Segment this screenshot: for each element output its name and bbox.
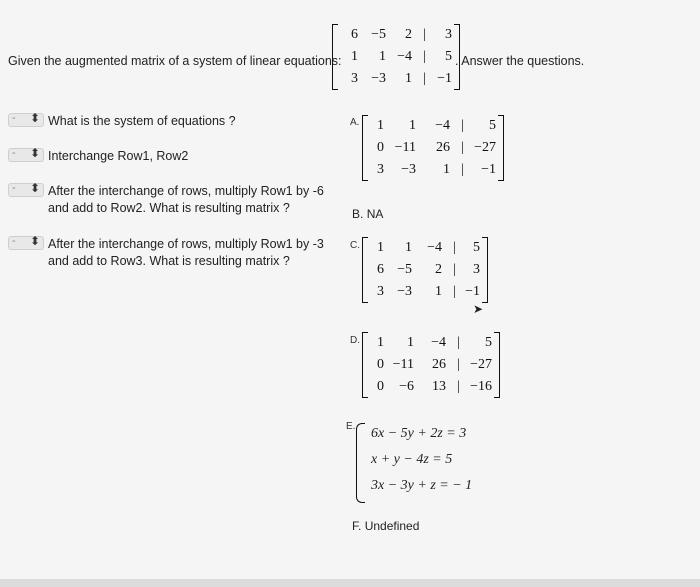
matrix-cell: 1 bbox=[435, 284, 442, 299]
matrix-cell: −1 bbox=[465, 284, 480, 299]
matrix-cell: 3 bbox=[377, 162, 384, 177]
matrix-cell: | bbox=[453, 240, 456, 255]
matrix-cell: 6 bbox=[377, 262, 384, 277]
matrix-cell: 1 bbox=[377, 240, 384, 255]
matrix-cell: −4 bbox=[397, 49, 412, 64]
question-2: Interchange Row1, Row2 bbox=[48, 149, 189, 163]
matrix-cell: 0 bbox=[377, 140, 384, 155]
matrix-cell: | bbox=[453, 284, 456, 299]
matrix-cell: −4 bbox=[431, 335, 446, 350]
matrix-cell: | bbox=[457, 357, 460, 372]
option-c-matrix bbox=[370, 237, 480, 303]
matrix-cell: 6 bbox=[351, 27, 358, 42]
matrix-cell: −1 bbox=[437, 71, 452, 86]
matrix-cell: 5 bbox=[445, 49, 452, 64]
option-b: B. NA bbox=[352, 207, 384, 221]
matrix-cell: −11 bbox=[392, 357, 414, 372]
updown-arrow-icon: ⬍ bbox=[29, 181, 40, 195]
matrix-cell: 3 bbox=[351, 71, 358, 86]
matrix-cell: | bbox=[423, 27, 426, 42]
option-e-eq-2: x + y − 4z = 5 bbox=[371, 452, 453, 467]
matrix-cell: 5 bbox=[473, 240, 480, 255]
matrix-cell: | bbox=[461, 140, 464, 155]
option-e-eq-3: 3x − 3y + z = − 1 bbox=[371, 478, 473, 493]
option-e-brace bbox=[356, 423, 365, 503]
given-matrix bbox=[340, 24, 452, 90]
matrix-cell: −3 bbox=[371, 71, 386, 86]
matrix-cell: 1 bbox=[377, 118, 384, 133]
matrix-cell: 1 bbox=[443, 162, 450, 177]
matrix-cell: | bbox=[423, 49, 426, 64]
matrix-cell: 26 bbox=[436, 140, 450, 155]
matrix-cell: 5 bbox=[489, 118, 496, 133]
matrix-cell: −4 bbox=[435, 118, 450, 133]
matrix-cell: 1 bbox=[409, 118, 416, 133]
option-d-matrix bbox=[370, 332, 492, 398]
matrix-cell: 5 bbox=[485, 335, 492, 350]
matrix-cell: 1 bbox=[405, 71, 412, 86]
bottom-bar bbox=[0, 579, 700, 587]
matrix-cell: 1 bbox=[377, 335, 384, 350]
matrix-cell: −27 bbox=[470, 357, 492, 372]
matrix-cell: 1 bbox=[351, 49, 358, 64]
cursor-pointer-icon: ➤ bbox=[473, 302, 484, 316]
option-e-label: E. bbox=[346, 421, 356, 432]
matrix-cell: −16 bbox=[470, 379, 492, 394]
answer-select-3[interactable]: - ⬍ bbox=[8, 183, 44, 197]
matrix-cell: −3 bbox=[397, 284, 412, 299]
matrix-cell: 3 bbox=[377, 284, 384, 299]
matrix-cell: −5 bbox=[371, 27, 386, 42]
option-d-label: D. bbox=[350, 335, 360, 346]
question-1: What is the system of equations ? bbox=[48, 114, 236, 128]
matrix-cell: | bbox=[453, 262, 456, 277]
matrix-cell: −6 bbox=[399, 379, 414, 394]
matrix-cell: | bbox=[457, 335, 460, 350]
question-3: After the interchange of rows, multiply Row1 by -6 and add to Row2. What is resulting matrix ? bbox=[48, 184, 324, 215]
matrix-cell: 26 bbox=[432, 357, 446, 372]
option-c-label: C. bbox=[350, 240, 360, 251]
updown-arrow-icon: ⬍ bbox=[29, 234, 40, 248]
matrix-cell: | bbox=[457, 379, 460, 394]
matrix-cell: | bbox=[423, 71, 426, 86]
matrix-cell: −27 bbox=[474, 140, 496, 155]
answer-select-1[interactable]: - ⬍ bbox=[8, 113, 44, 127]
matrix-cell: 0 bbox=[377, 379, 384, 394]
option-f: F. Undefined bbox=[352, 519, 420, 533]
matrix-cell: −5 bbox=[397, 262, 412, 277]
matrix-cell: 0 bbox=[377, 357, 384, 372]
prompt-text: Given the augmented matrix of a system of linear equations: bbox=[8, 54, 342, 68]
option-a-matrix bbox=[370, 115, 496, 181]
matrix-cell: −3 bbox=[401, 162, 416, 177]
matrix-cell: −11 bbox=[394, 140, 416, 155]
matrix-cell: −4 bbox=[427, 240, 442, 255]
matrix-cell: 1 bbox=[379, 49, 386, 64]
matrix-cell: 2 bbox=[405, 27, 412, 42]
answer-select-4[interactable]: - ⬍ bbox=[8, 236, 44, 250]
answer-select-2[interactable]: - ⬍ bbox=[8, 148, 44, 162]
question-4: After the interchange of rows, multiply Row1 by -3 and add to Row3. What is resulting matrix ? bbox=[48, 237, 324, 268]
updown-arrow-icon: ⬍ bbox=[29, 111, 40, 125]
matrix-cell: 2 bbox=[435, 262, 442, 277]
matrix-cell: 1 bbox=[405, 240, 412, 255]
updown-arrow-icon: ⬍ bbox=[29, 146, 40, 160]
prompt-suffix: . Answer the questions. bbox=[455, 54, 585, 68]
matrix-cell: −1 bbox=[481, 162, 496, 177]
option-a-label: A. bbox=[350, 117, 360, 128]
option-e-eq-1: 6x − 5y + 2z = 3 bbox=[371, 426, 467, 441]
matrix-cell: 3 bbox=[445, 27, 452, 42]
matrix-cell: | bbox=[461, 118, 464, 133]
matrix-cell: 1 bbox=[407, 335, 414, 350]
matrix-cell: 13 bbox=[432, 379, 446, 394]
matrix-cell: 3 bbox=[473, 262, 480, 277]
matrix-cell: | bbox=[461, 162, 464, 177]
